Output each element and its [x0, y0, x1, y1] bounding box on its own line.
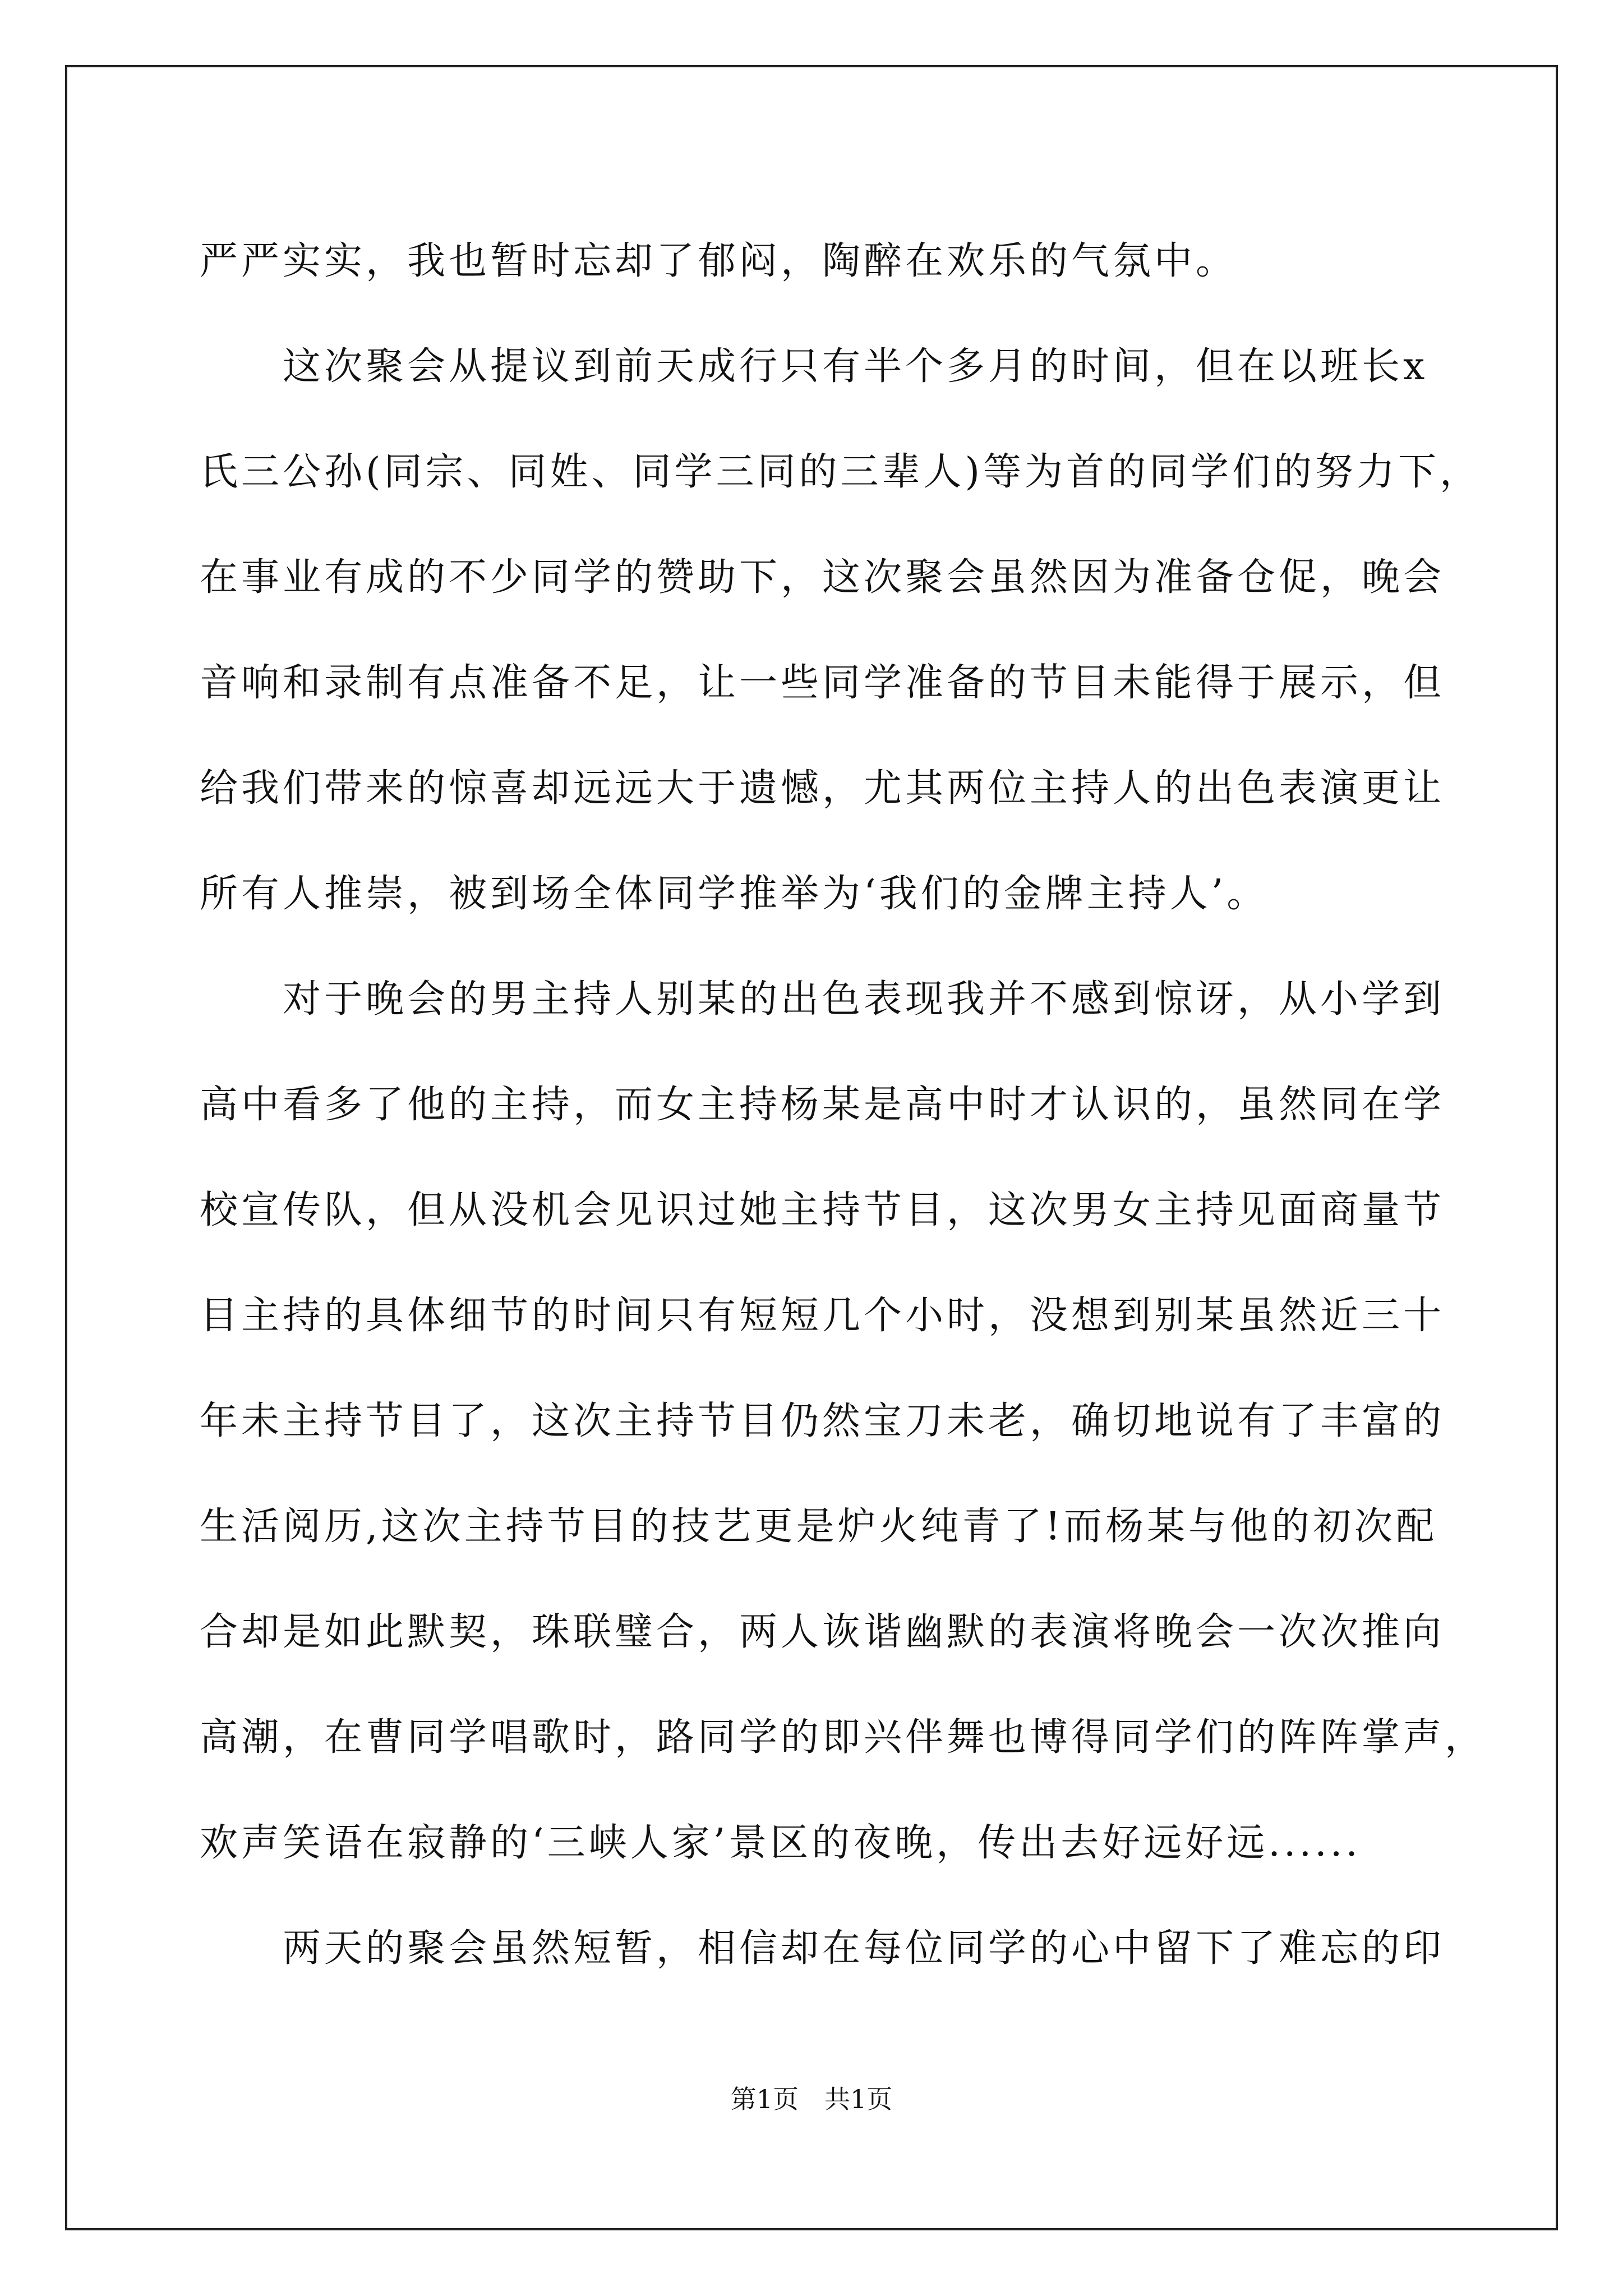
text-line: 所有人推崇，被到场全体同学推举为‘我们的金牌主持人’。: [200, 872, 1269, 916]
text-line: 给我们带来的惊喜却远远大于遗憾，尤其两位主持人的出色表演更让: [200, 766, 1445, 811]
text-line: 合却是如此默契，珠联璧合，两人诙谐幽默的表演将晚会一次次推向: [200, 1610, 1445, 1654]
text-line: 这次聚会从提议到前天成行只有半个多月的时间，但在以班长x: [283, 344, 1428, 389]
text-line: 音响和录制有点准备不足，让一些同学准备的节目未能得于展示，但: [200, 661, 1445, 705]
text-line: 目主持的具体细节的时间只有短短几个小时，没想到别某虽然近三十: [200, 1294, 1445, 1338]
text-line: 高潮，在曹同学唱歌时，路同学的即兴伴舞也博得同学们的阵阵掌声，: [200, 1715, 1487, 1760]
text-line: 严严实实，我也暂时忘却了郁闷，陶醉在欢乐的气氛中。: [200, 239, 1238, 283]
document-body: [200, 209, 1487, 2001]
text-line: 对于晚会的男主持人别某的出色表现我并不感到惊讶，从小学到: [283, 977, 1445, 1022]
text-line: 在事业有成的不少同学的赞助下，这次聚会虽然因为准备仓促，晚会: [200, 555, 1445, 600]
text-line: 生活阅历,这次主持节目的技艺更是炉火纯青了!而杨某与他的初次配: [200, 1504, 1437, 1549]
text-line: 欢声笑语在寂静的‘三峡人家’景区的夜晚，传出去好远好远......: [200, 1821, 1361, 1865]
text-line: 校宣传队，但从没机会见识过她主持节目，这次男女主持见面商量节: [200, 1188, 1445, 1232]
text-line: 高中看多了他的主持，而女主持杨某是高中时才认识的，虽然同在学: [200, 1083, 1445, 1127]
text-line: 年未主持节目了，这次主持节目仍然宝刀未老，确切地说有了丰富的: [200, 1399, 1445, 1443]
text-line: 氏三公孙(同宗、同姓、同学三同的三辈人)等为首的同学们的努力下，: [200, 450, 1482, 494]
text-line: 两天的聚会虽然短暂，相信却在每位同学的心中留下了难忘的印: [283, 1926, 1445, 1971]
page-number-footer: 第1页 共1页: [730, 2084, 893, 2114]
